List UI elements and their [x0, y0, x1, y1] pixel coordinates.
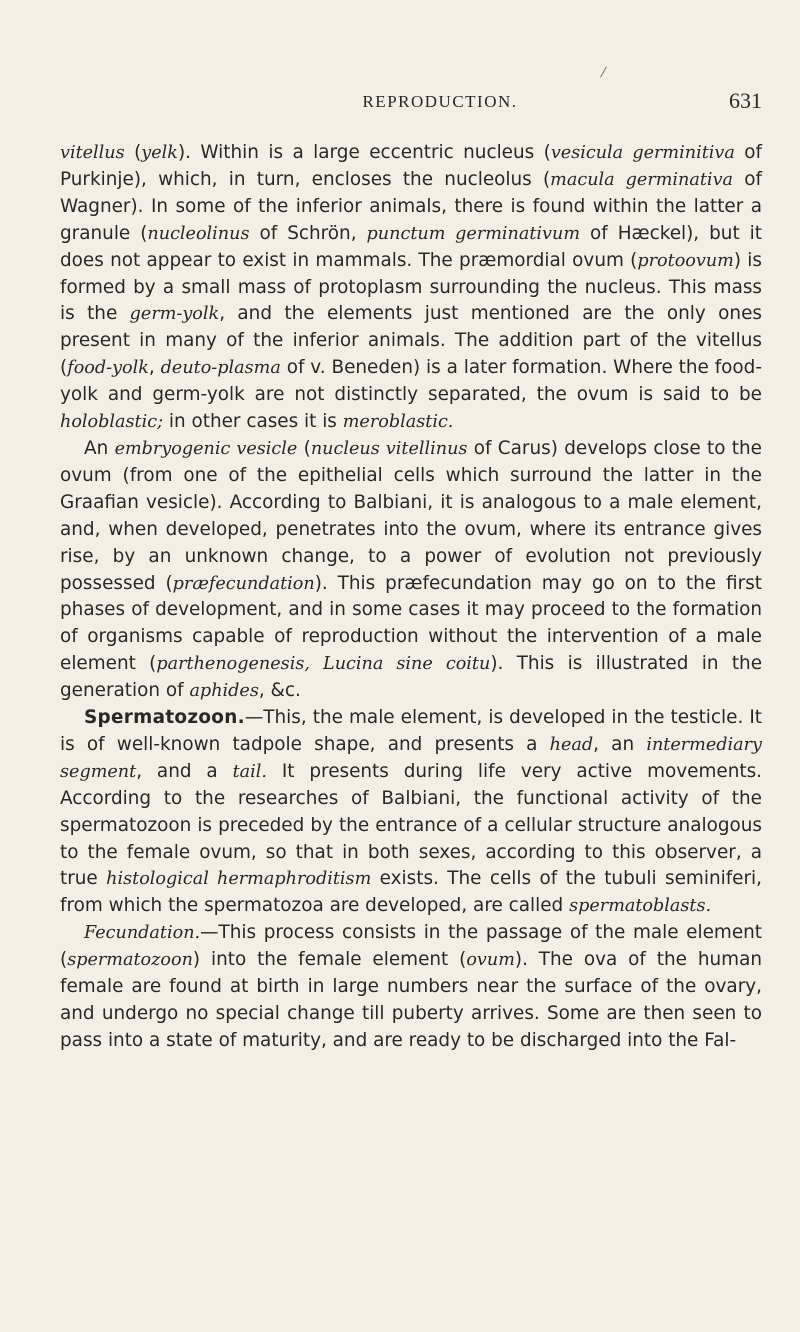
text: —This process consists in the passage of the male element (	[60, 922, 762, 971]
text: An	[84, 437, 115, 459]
text: exists. The cells of the tubuli seminiferi, from which the spermatozoa are developed, are called	[60, 868, 763, 917]
page-header	[118, 88, 762, 122]
paragraph-embryogenic-vesicle	[60, 436, 762, 705]
text: , an	[593, 733, 647, 755]
text: of Schrön,	[249, 222, 367, 244]
body-text	[60, 140, 762, 1055]
term: spermatozoon	[67, 950, 193, 971]
term: intermediary segment	[60, 734, 762, 782]
text: of Hæckel), but it does not appear to exist in mammals. The præmordial ovum (	[60, 222, 762, 271]
term: germ-yolk	[129, 304, 220, 325]
text: ) is formed by a small mass of protoplasm surrounding the nucleus. This mass is the	[60, 249, 762, 325]
page-number: 631	[729, 88, 762, 113]
text: (	[297, 437, 311, 459]
text: of v. Beneden) is a later formation. Where the food-yolk and germ-yolk are not distinctly separated, the ovum is said to be	[60, 357, 762, 406]
text: of Purkinje), which, in turn, encloses the nucleolus (	[60, 142, 762, 190]
paragraph-spermatozoon	[60, 705, 762, 920]
text: ). Within is a large eccentric nucleus (	[177, 142, 551, 163]
term: spermatoblasts.	[569, 896, 712, 917]
text: , and the elements just mentioned are the only ones present in many of the inferior animals. The addition part of the vitellus (	[60, 303, 762, 379]
term: punctum germinativum	[366, 223, 581, 244]
text: (	[124, 142, 142, 163]
term: histological hermaphroditism	[106, 869, 372, 890]
term: vesicula germinitiva	[550, 143, 735, 163]
term: nucleus vitellinus	[310, 438, 468, 459]
term: meroblastic.	[342, 412, 454, 433]
term: yelk	[141, 143, 178, 163]
text: ,	[148, 357, 161, 379]
section-heading: Fecundation.	[84, 923, 201, 944]
text: —This, the male element, is developed in the testicle. It is of well-known tadpole shape, and presents a	[60, 707, 762, 755]
paragraph-ovum-structure	[60, 140, 762, 436]
text: of Carus) develops close to the ovum (from one of the epithelial cells which surround the latter in the Graafian vesicle). According to Balbiani, it is analogous to a male element, and, when developed, penetrates into the ovum, where its entrance gives rise, by an unknown change, to a power of evolution not previously possessed (	[60, 437, 762, 594]
term: vitellus	[60, 143, 125, 163]
text: in other cases it is	[163, 411, 343, 433]
paragraph-fecundation	[60, 920, 762, 1055]
text: , &c.	[258, 680, 301, 702]
term: ovum	[466, 950, 515, 971]
term: præfecundation	[172, 573, 315, 594]
term: nucleolinus	[147, 223, 250, 244]
term: macula germinativa	[550, 169, 733, 190]
term: aphides	[189, 681, 259, 702]
text: of Wagner). In some of the inferior animals, there is found within the latter a granule (	[60, 168, 762, 244]
term: head	[549, 734, 594, 755]
running-head: REPRODUCTION.	[362, 92, 518, 111]
term: food-yolk	[67, 358, 149, 379]
term: embryogenic vesicle	[114, 438, 298, 459]
text: ). The ova of the human female are found at birth in large numbers near the surface of the ovary, and undergo no special change till puberty arrives. Some are then seen to pass into a state of maturity, and are ready to be discharged into the Fal-	[60, 949, 762, 1051]
term: parthenogenesis, Lucina sine coitu	[156, 654, 491, 675]
section-heading: Spermatozoon.	[84, 707, 245, 729]
term: deuto-plasma	[160, 358, 281, 379]
text: It presents during life very active movements. According to the researches of Balbiani, the functional activity of the spermatozoon is preceded by the entrance of a cellular structure analogous to the female ovum, so that in both sexes, according to this observer, a true	[60, 760, 762, 890]
term: protoovum	[637, 250, 734, 271]
term: tail.	[232, 761, 267, 782]
text: , and a	[136, 760, 233, 782]
term: holoblastic;	[60, 412, 164, 433]
text: ) into the female element (	[192, 949, 467, 971]
text: ). This is illustrated in the generation of	[60, 653, 763, 702]
text: ). This præfecundation may go on to the first phases of development, and in some cases it may proceed to the formation of organisms capable of reproduction without the intervention of a male element (	[60, 572, 762, 675]
printer-mark	[600, 67, 607, 78]
